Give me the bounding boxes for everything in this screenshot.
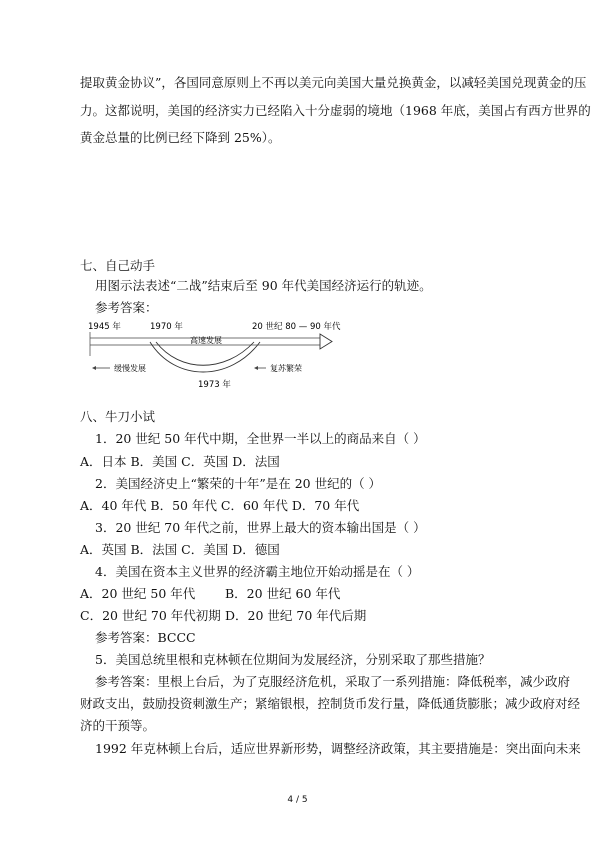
question-3: 3．20 世纪 70 年代之前，世界上最大的资本输出国是（ ） — [95, 520, 426, 535]
question-4-option-b: B．20 世纪 60 年代 — [225, 586, 341, 601]
diagram-right-arrowhead — [254, 366, 258, 370]
q5-answer-line-1: 参考答案：里根上台后，为了克服经济危机，采取了一系列措施：降低税率，减少政府 — [95, 674, 571, 689]
diagram-main-arrowhead — [320, 334, 332, 349]
intro-line-1: 提取黄金协议”，各国同意原则上不再以美元向美国大量兑换黄金，以减轻美国兑现黄金的压 — [80, 75, 587, 90]
section-7-task: 用图示法表述“二战”结束后至 90 年代美国经济运行的轨迹。 — [95, 278, 432, 293]
section-7-answer-label: 参考答案： — [95, 300, 158, 315]
question-1-options: A．日本 B．美国 C．英国 D．法国 — [80, 454, 280, 469]
diagram-label-recover: 复苏繁荣 — [270, 364, 302, 373]
diagram-label-slow: 缓慢发展 — [114, 364, 146, 373]
diagram-dip-curve-outer — [150, 342, 260, 372]
economy-trend-diagram — [80, 318, 380, 390]
section-7-heading: 七、自己动手 — [80, 258, 156, 273]
question-2: 2．美国经济史上“繁荣的十年”是在 20 世纪的（ ） — [95, 476, 382, 491]
q5-answer-line-2: 财政支出，鼓励投资刺激生产；紧缩银根，控制货币发行量，降低通货膨胀；减少政府对经 — [80, 696, 581, 711]
diagram-label-2090: 20 世纪 80 — 90 年代 — [252, 322, 341, 332]
page-number: 4 / 5 — [287, 795, 308, 805]
diagram-label-1973: 1973 年 — [198, 380, 231, 390]
intro-line-2: 力。这都说明，美国的经济实力已经陷入十分虚弱的境地（1968 年底，美国占有西方世界的 — [80, 103, 591, 118]
question-3-options: A．英国 B．法国 C．美国 D．德国 — [80, 542, 280, 557]
question-5: 5．美国总统里根和克林顿在位期间为发展经济，分别采取了那些措施？ — [95, 652, 491, 667]
question-4: 4．美国在资本主义世界的经济霸主地位开始动摇是在（ ） — [95, 564, 420, 579]
diagram-label-fast: 高速发展 — [190, 336, 222, 345]
question-4-option-d: D．20 世纪 70 年代后期 — [225, 608, 367, 623]
answer-key: 参考答案：BCCC — [95, 630, 196, 645]
diagram-label-1970: 1970 年 — [150, 322, 183, 332]
question-4-option-a: A．20 世纪 50 年代 — [80, 586, 196, 601]
q5-answer-line-4: 1992 年克林顿上台后，适应世界新形势，调整经济政策，其主要措施是：突出面向未来 — [95, 741, 581, 756]
question-4-option-c: C．20 世纪 70 年代初期 — [80, 608, 221, 623]
diagram-label-1945: 1945 年 — [88, 322, 121, 332]
intro-line-3: 黄金总量的比例已经下降到 25%）。 — [80, 130, 281, 145]
q5-answer-line-3: 济的干预等。 — [80, 718, 156, 733]
question-1: 1．20 世纪 50 年代中期，全世界一半以上的商品来自（ ） — [95, 431, 426, 446]
section-8-heading: 八、牛刀小试 — [80, 409, 156, 424]
question-2-options: A．40 年代 B．50 年代 C．60 年代 D．70 年代 — [80, 498, 360, 513]
diagram-left-arrowhead — [92, 366, 96, 370]
